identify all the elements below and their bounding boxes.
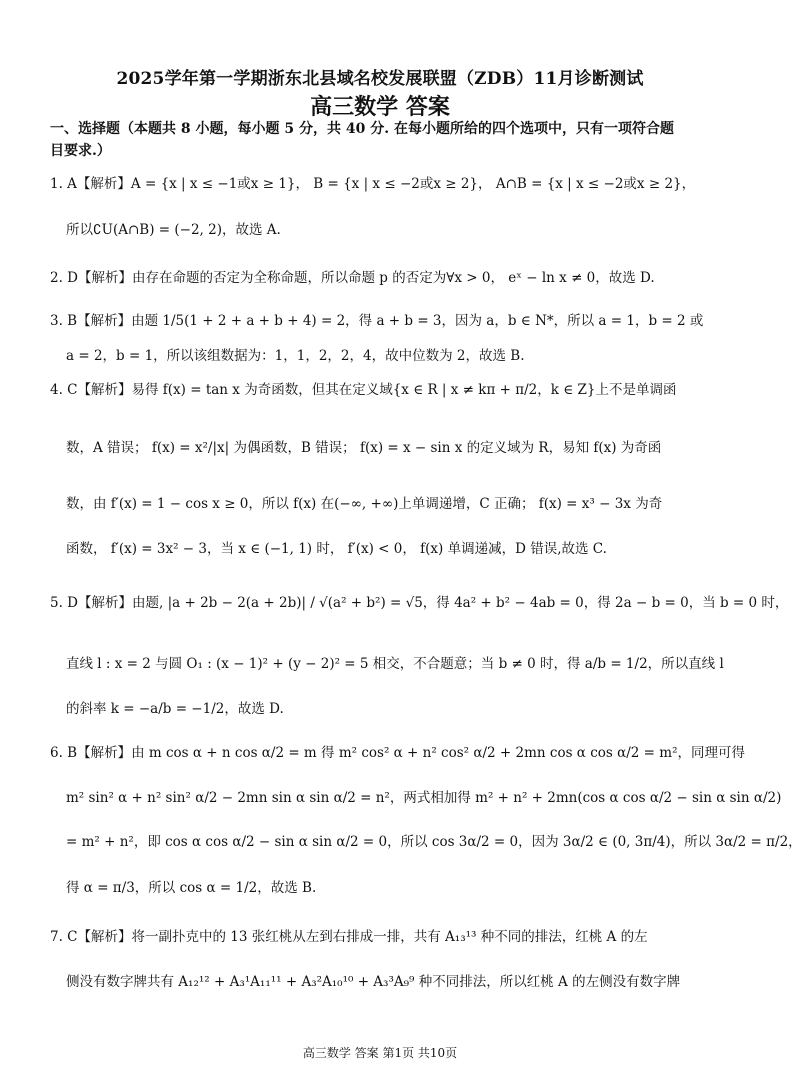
answer-line: 函数， f′(x) = 3x² − 3，当 x ∈ (−1, 1) 时， f′(x) < 0， f(x) 单调递减，D 错误,故选 C. xyxy=(66,541,607,557)
answer-line: a = 2，b = 1，所以该组数据为：1，1，2，2，4，故中位数为 2，故选 B. xyxy=(66,348,525,364)
answer-line: 7. C【解析】将一副扑克中的 13 张红桃从左到右排成一排，共有 A₁₃¹³ 种不同的排法，红桃 A 的左 xyxy=(50,929,648,945)
answer-line: 侧没有数字牌共有 A₁₂¹² + A₃¹A₁₁¹¹ + A₃²A₁₀¹⁰ + A₃³A₉⁹ 种不同排法，所以红桃 A 的左侧没有数字牌 xyxy=(66,974,681,990)
answer-line: 1. A【解析】A = {x | x ≤ −1或x ≥ 1}， B = {x | x ≤ −2或x ≥ 2}， A∩B = {x | x ≤ −2或x ≥ 2}， xyxy=(50,176,696,192)
section-heading-cont: 目要求.） xyxy=(50,143,111,159)
exam-subtitle: 高三数学 答案 xyxy=(310,94,450,120)
answer-line: 4. C【解析】易得 f(x) = tan x 为奇函数，但其在定义域{x ∈ R | x ≠ kπ + π/2，k ∈ Z}上不是单调函 xyxy=(50,382,677,398)
exam-title: 2025学年第一学期浙东北县域名校发展联盟（ZDB）11月诊断测试 xyxy=(116,69,644,89)
section-heading: 一、选择题（本题共 8 小题，每小题 5 分，共 40 分. 在每小题所给的四个选项中，只有一项符合题 xyxy=(50,121,674,137)
answer-line: 所以∁U(A∩B) = (−2, 2)，故选 A. xyxy=(66,222,281,238)
page-footer: 高三数学 答案 第1页 共10页 xyxy=(302,1046,458,1060)
answer-line: 2. D【解析】由存在命题的否定为全称命题，所以命题 p 的否定为∀x > 0， eˣ − ln x ≠ 0，故选 D. xyxy=(50,270,655,286)
answer-line: 6. B【解析】由 m cos α + n cos α/2 = m 得 m² cos² α + n² cos² α/2 + 2mn cos α cos α/2 = m²，同理可得 xyxy=(50,745,745,761)
answer-line: = m² + n²，即 cos α cos α/2 − sin α sin α/2 = 0，所以 cos 3α/2 = 0，因为 3α/2 ∈ (0, 3π/4)，所以 3α/2 = π/2， xyxy=(66,834,802,850)
answer-line: 5. D【解析】由题, |a + 2b − 2(a + 2b)| / √(a² + b²) = √5，得 4a² + b² − 4ab = 0，得 2a − b = 0，当 b = 0 时， xyxy=(50,595,789,611)
answer-line: 得 α = π/3，所以 cos α = 1/2，故选 B. xyxy=(66,880,317,896)
answer-line: 数，由 f′(x) = 1 − cos x ≥ 0，所以 f(x) 在(−∞, +∞)上单调递增，C 正确； f(x) = x³ − 3x 为奇 xyxy=(66,496,663,512)
answer-line: 的斜率 k = −a/b = −1/2，故选 D. xyxy=(66,701,284,717)
answer-line: 直线 l : x = 2 与圆 O₁ : (x − 1)² + (y − 2)² = 5 相交，不合题意；当 b ≠ 0 时，得 a/b = 1/2，所以直线 l xyxy=(66,656,724,672)
answer-line: 数，A 错误； f(x) = x²/|x| 为偶函数，B 错误； f(x) = x − sin x 的定义域为 R，易知 f(x) 为奇函 xyxy=(66,440,662,456)
answer-line: 3. B【解析】由题 1/5(1 + 2 + a + b + 4) = 2，得 a + b = 3，因为 a，b ∈ N*，所以 a = 1，b = 2 或 xyxy=(50,313,704,329)
answer-line: m² sin² α + n² sin² α/2 − 2mn sin α sin α/2 = n²，两式相加得 m² + n² + 2mn(cos α cos α/2 − sin α sin α/2) xyxy=(66,790,782,806)
